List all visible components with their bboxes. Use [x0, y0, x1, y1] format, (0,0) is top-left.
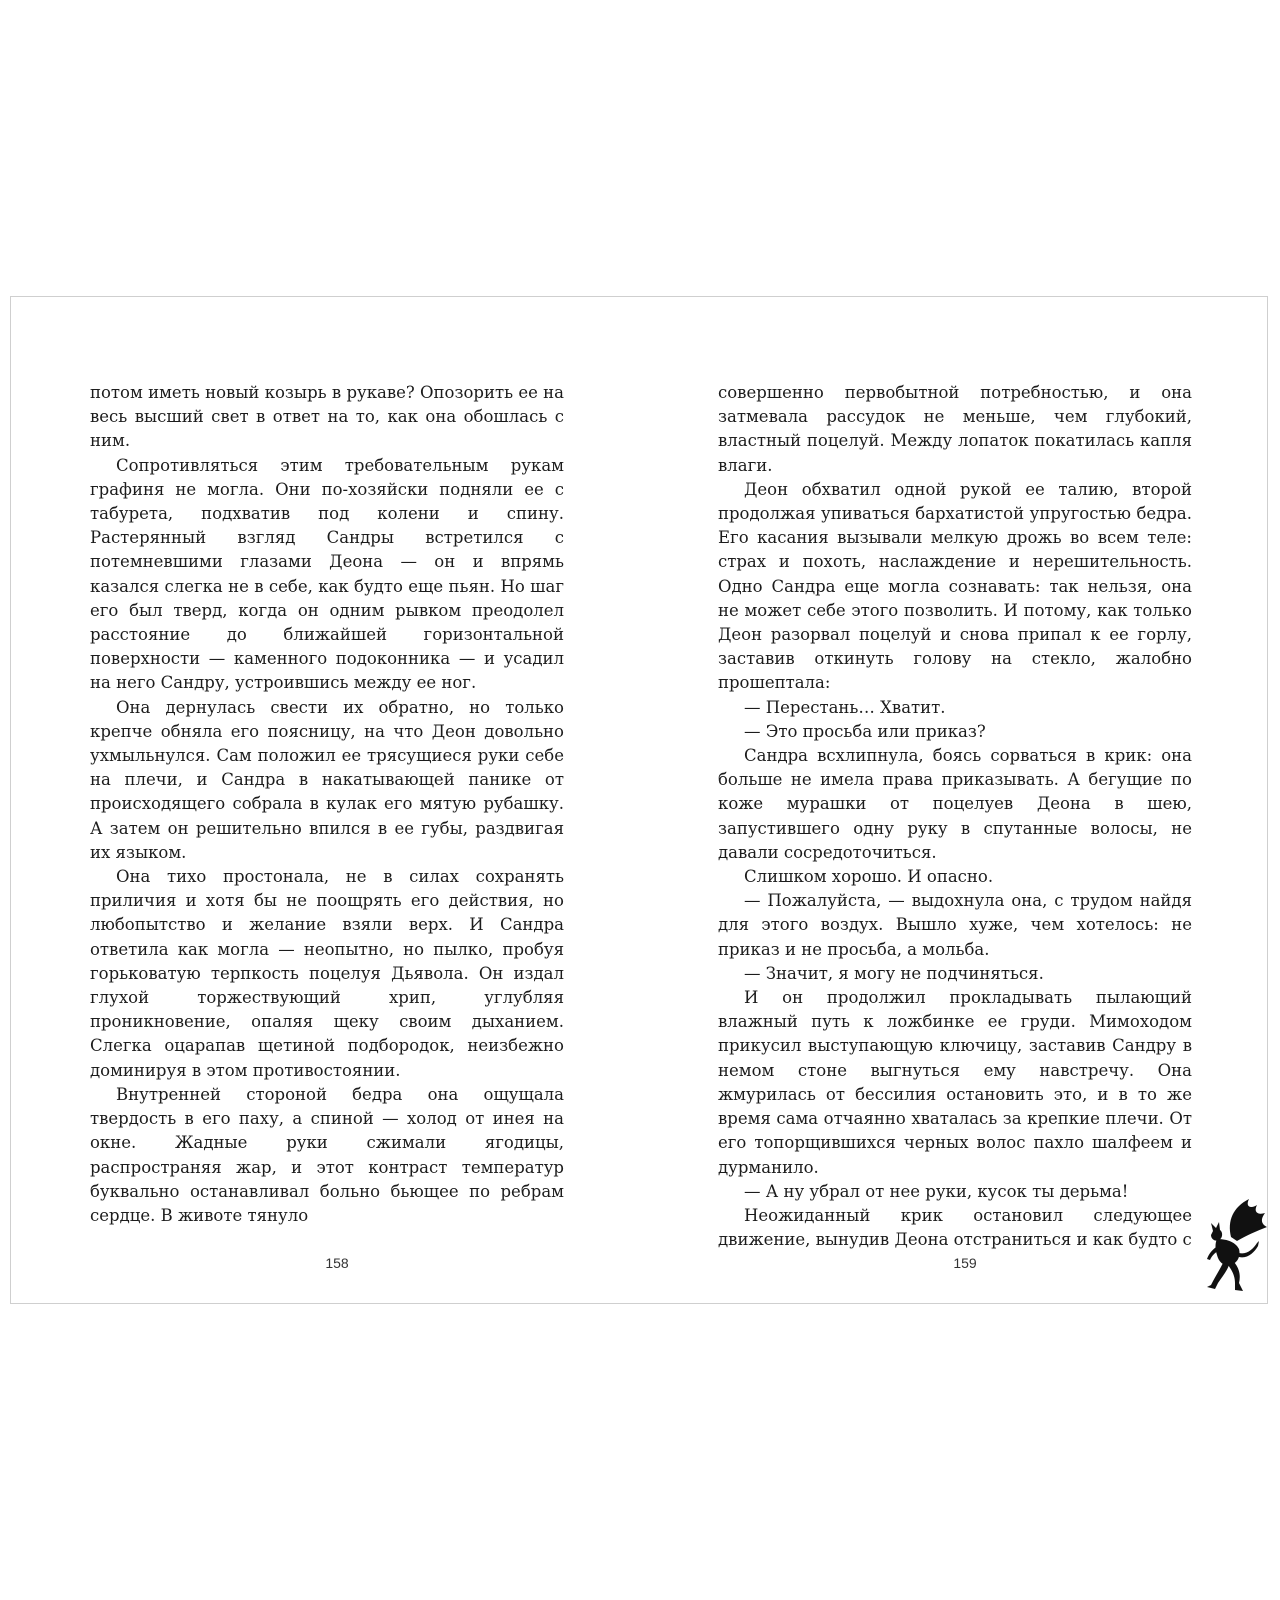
- paragraph: Она дернулась свести их обратно, но только крепче обняла его поясницу, на что Деон довольно ухмыльнулся. Сам положил ее трясущиеся руки себе на плечи, и Сандра в накатывающей панике от происходящего собрала в кулак его мятую рубашку. А затем он решительно впился в ее губы, раздвигая их языком.: [90, 697, 564, 862]
- paragraph: — Это просьба или приказ?: [744, 721, 986, 741]
- paragraph: совершенно первобытной потребностью, и она затмевала рассудок не меньше, чем глубокий, властный поцелуй. Между лопаток покатилась капля влаги.: [718, 383, 1192, 475]
- paragraph: Неожиданный крик остановил следующее движение, вынудив Деона отстраниться и как будто с: [718, 1205, 1192, 1250]
- page-number-right: 159: [953, 1255, 977, 1271]
- paragraph: Внутренней стороной бедра она ощущала твердость в его паху, а спиной — холод от инея на окне. Жадные руки сжимали ягодицы, распространяя жар, и этот контраст температур буквально останавливал больно бьющее по ребрам сердце. В животе тянуло: [90, 1084, 564, 1225]
- paragraph: Слишком хорошо. И опасно.: [744, 867, 994, 887]
- paragraph: Деон обхватил одной рукой ее талию, второй продолжая упиваться бархатистой упругостью бедра. Его касания вызывали мелкую дрожь во всем теле: страх и похоть, наслаждение и нерешительность. Одно Сандра еще могла сознавать: так нельзя, она не может себе этого позволить. И потому, как только Деон разорвал поцелуй и снова припал к ее горлу, заставив откинуть голову на стекло, жалобно прошептала:: [718, 479, 1192, 693]
- paragraph: — Значит, я могу не подчиняться.: [744, 963, 1044, 983]
- paragraph: — Пожалуйста, — выдохнула она, с трудом найдя для этого воздух. Вышло хуже, чем хотелось: не приказ и не просьба, а мольба.: [718, 891, 1192, 959]
- paragraph: Она тихо простонала, не в силах сохранять приличия и хотя бы не поощрять его действия, но любопытство и желание взяли верх. И Сандра ответила как могла — неопытно, но пылко, пробуя горьковатую терпкость поцелуя Дьявола. Он издал глухой торжествующий хрип, углубляя проникновение, опаляя щеку своим дыханием. Слегка оцарапав щетиной подбородок, неизбежно доминируя в этом противостоянии.: [90, 867, 564, 1080]
- paragraph: Сопротивляться этим требовательным рукам графиня не могла. Они по-хозяйски подняли ее с табурета, подхватив под колени и спину. Растерянный взгляд Сандры встретился с потемневшими глазами Деона — он и впрямь казался слегка не в себе, как будто еще пьян. Но шаг его был тверд, когда он одним рывком преодолел расстояние до ближайшей горизонтальной поверхности — каменного подоконника — и усадил на него Сандру, устроившись между ее ног.: [90, 455, 564, 693]
- paragraph: И он продолжил прокладывать пылающий влажный путь к ложбинке ее груди. Мимоходом прикусил выступающую ключицу, заставив Сандру в немом стоне выгнуться ему навстречу. Она жмурилась от бессилия остановить это, и в то же время сама отчаянно хваталась за крепкие плечи. От его топорщившихся черных волос пахло шалфеем и дурманило.: [718, 988, 1192, 1177]
- paragraph: — Перестань… Хватит.: [744, 697, 946, 717]
- winged-devil-icon: [1201, 1197, 1269, 1297]
- page-number-left: 158: [325, 1255, 349, 1271]
- right-page-text: [718, 381, 1192, 1252]
- paragraph: потом иметь новый козырь в рукаве? Опозорить ее на весь высший свет в ответ на то, как она обошлась с ним.: [90, 383, 564, 451]
- paragraph: — А ну убрал от нее руки, кусок ты дерьма!: [744, 1181, 1129, 1201]
- paragraph: Сандра всхлипнула, боясь сорваться в крик: она больше не имела права приказывать. А бегущие по коже мурашки от поцелуев Деона в шею, запустившего одну руку в спутанные волосы, не давали сосредоточиться.: [718, 746, 1192, 862]
- book-spread: [10, 296, 1268, 1304]
- left-page-text: [90, 381, 564, 1228]
